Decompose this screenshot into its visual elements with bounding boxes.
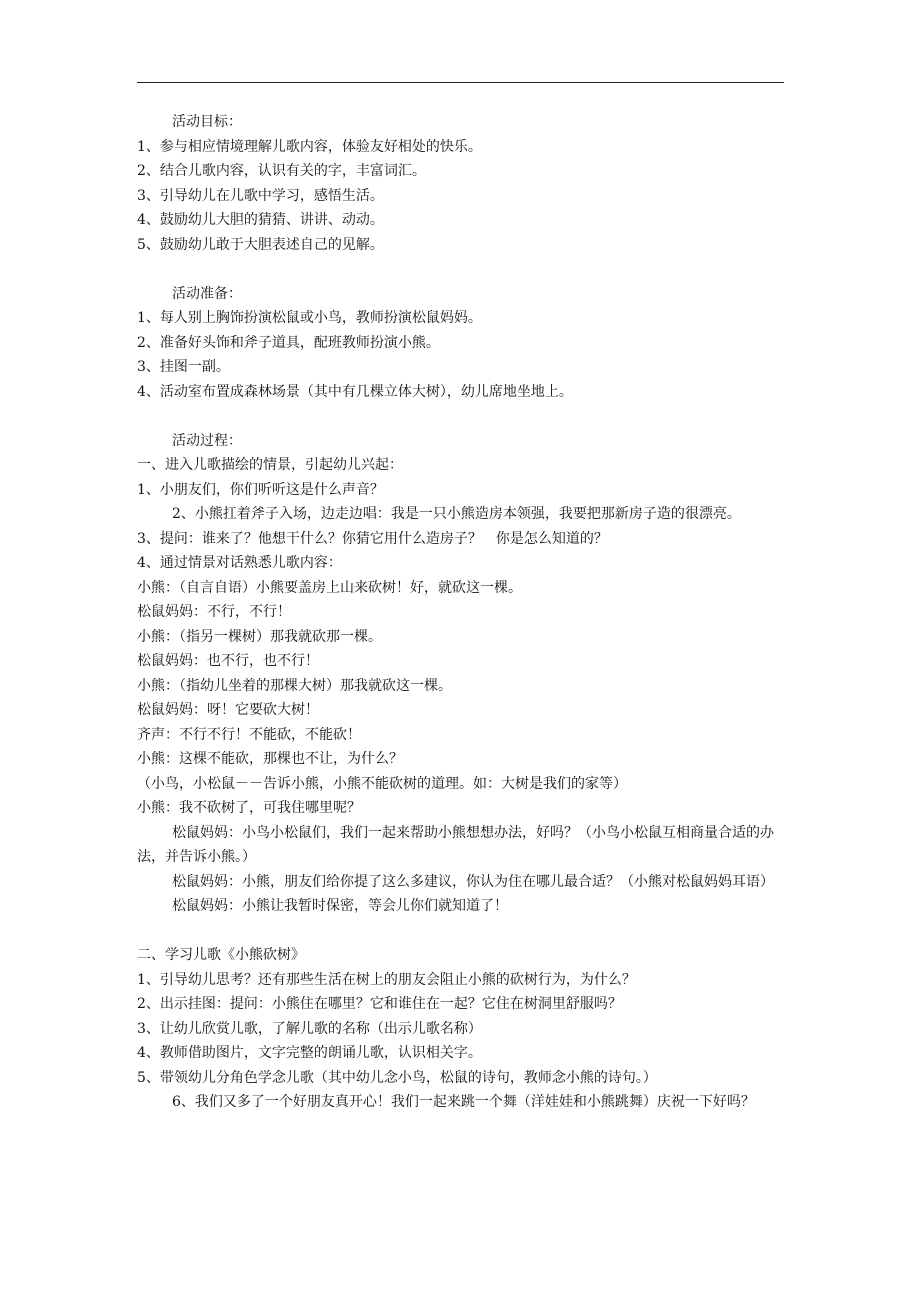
learn-step: 2、出示挂图：提问：小熊住在哪里？它和谁住在一起？它住在树洞里舒服吗？ xyxy=(137,996,622,1012)
spacer xyxy=(137,257,784,282)
prep-item: 4、活动室布置成森林场景（其中有几棵立体大树），幼儿席地坐地上。 xyxy=(137,383,573,400)
learn-step: 1、引导幼儿思考？还有那些生活在树上的朋友会阻止小熊的砍树行为，为什么？ xyxy=(137,971,636,988)
section-title-goals: 活动目标： xyxy=(172,114,242,130)
spacer xyxy=(137,919,784,944)
learn-step: 3、让幼儿欣赏儿歌，了解儿歌的名称（出示儿歌名称） xyxy=(137,1020,482,1037)
dialogue-line: 松鼠妈妈：也不行，也不行！ xyxy=(137,653,319,669)
section-title-learn-song: 二、学习儿歌《小熊砍树》 xyxy=(137,947,305,963)
goal-item: 4、鼓励幼儿大胆的猜猜、讲讲、动动。 xyxy=(137,212,384,228)
dialogue-line: 松鼠妈妈：不行，不行！ xyxy=(137,604,291,620)
process-step: 4、通过情景对话熟悉儿歌内容： xyxy=(137,555,342,571)
document-body xyxy=(137,110,784,1115)
process-step: 3、提问：谁来了？他想干什么？你猜它用什么造房子？ 你是怎么知道的？ xyxy=(137,530,608,547)
goal-item: 2、结合儿歌内容，认识有关的字，丰富词汇。 xyxy=(137,163,426,179)
learn-step: 5、带领幼儿分角色学念儿歌（其中幼儿念小鸟，松鼠的诗句，教师念小熊的诗句。） xyxy=(137,1069,657,1086)
dialogue-line: 小熊：（指另一棵树）那我就砍那一棵。 xyxy=(137,628,382,645)
dialogue-line: 小熊：（自言自语）小熊要盖房上山来砍树！好，就砍这一棵。 xyxy=(137,579,522,596)
dialogue-paragraph: 松鼠妈妈：小鸟小松鼠们，我们一起来帮助小熊想想办法，好吗？（小鸟小松鼠互相商量合适的办法，并告诉小熊。） xyxy=(137,824,774,865)
prep-item: 3、挂图一副。 xyxy=(137,359,230,375)
dialogue-line: 小熊：这棵不能砍，那棵也不让，为什么？ xyxy=(137,751,403,767)
goal-item: 5、鼓励幼儿敢于大胆表述自己的见解。 xyxy=(137,236,384,253)
dialogue-line: 小熊：我不砍树了，可我住哪里呢？ xyxy=(137,800,361,816)
header-rule xyxy=(137,82,784,83)
learn-step: 4、教师借助图片，文字完整的朗诵儿歌，认识相关字。 xyxy=(137,1045,482,1061)
process-step-paragraph: 2、小熊扛着斧子入场，边走边唱：我是一只小熊造房本领强，我要把那新房子造的很漂亮。 xyxy=(172,506,741,522)
section-title-preparation: 活动准备： xyxy=(172,285,242,302)
section-title-process: 活动过程： xyxy=(172,432,242,449)
goal-item: 1、参与相应情境理解儿歌内容，体验友好相处的快乐。 xyxy=(137,138,482,155)
prep-item: 2、准备好头饰和斧子道具，配班教师扮演小熊。 xyxy=(137,334,440,351)
spacer xyxy=(137,404,784,429)
prep-item: 1、每人别上胸饰扮演松鼠或小鸟，教师扮演松鼠妈妈。 xyxy=(137,310,482,326)
process-step: 1、小朋友们，你们听听这是什么声音？ xyxy=(137,481,384,498)
process-part-title: 一、进入儿歌描绘的情景，引起幼儿兴起： xyxy=(137,457,403,473)
dialogue-line: （小鸟，小松鼠－－告诉小熊，小熊不能砍树的道理。如：大树是我们的家等） xyxy=(137,775,627,792)
learn-step-paragraph: 6、我们又多了一个好朋友真开心！我们一起来跳一个舞（洋娃娃和小熊跳舞）庆祝一下好吗？ xyxy=(172,1094,755,1110)
dialogue-line: 小熊：（指幼儿坐着的那棵大树）那我就砍这一棵。 xyxy=(137,677,452,694)
dialogue-paragraph: 松鼠妈妈：小熊，朋友们给你提了这么多建议，你认为住在哪儿最合适？（小熊对松鼠妈妈耳语） xyxy=(172,873,774,890)
dialogue-line: 松鼠妈妈：小熊让我暂时保密，等会儿你们就知道了！ xyxy=(172,898,508,914)
goal-item: 3、引导幼儿在儿歌中学习，感悟生活。 xyxy=(137,187,384,204)
dialogue-line: 齐声：不行不行！不能砍，不能砍！ xyxy=(137,726,361,743)
dialogue-line: 松鼠妈妈：呀！它要砍大树！ xyxy=(137,702,319,718)
